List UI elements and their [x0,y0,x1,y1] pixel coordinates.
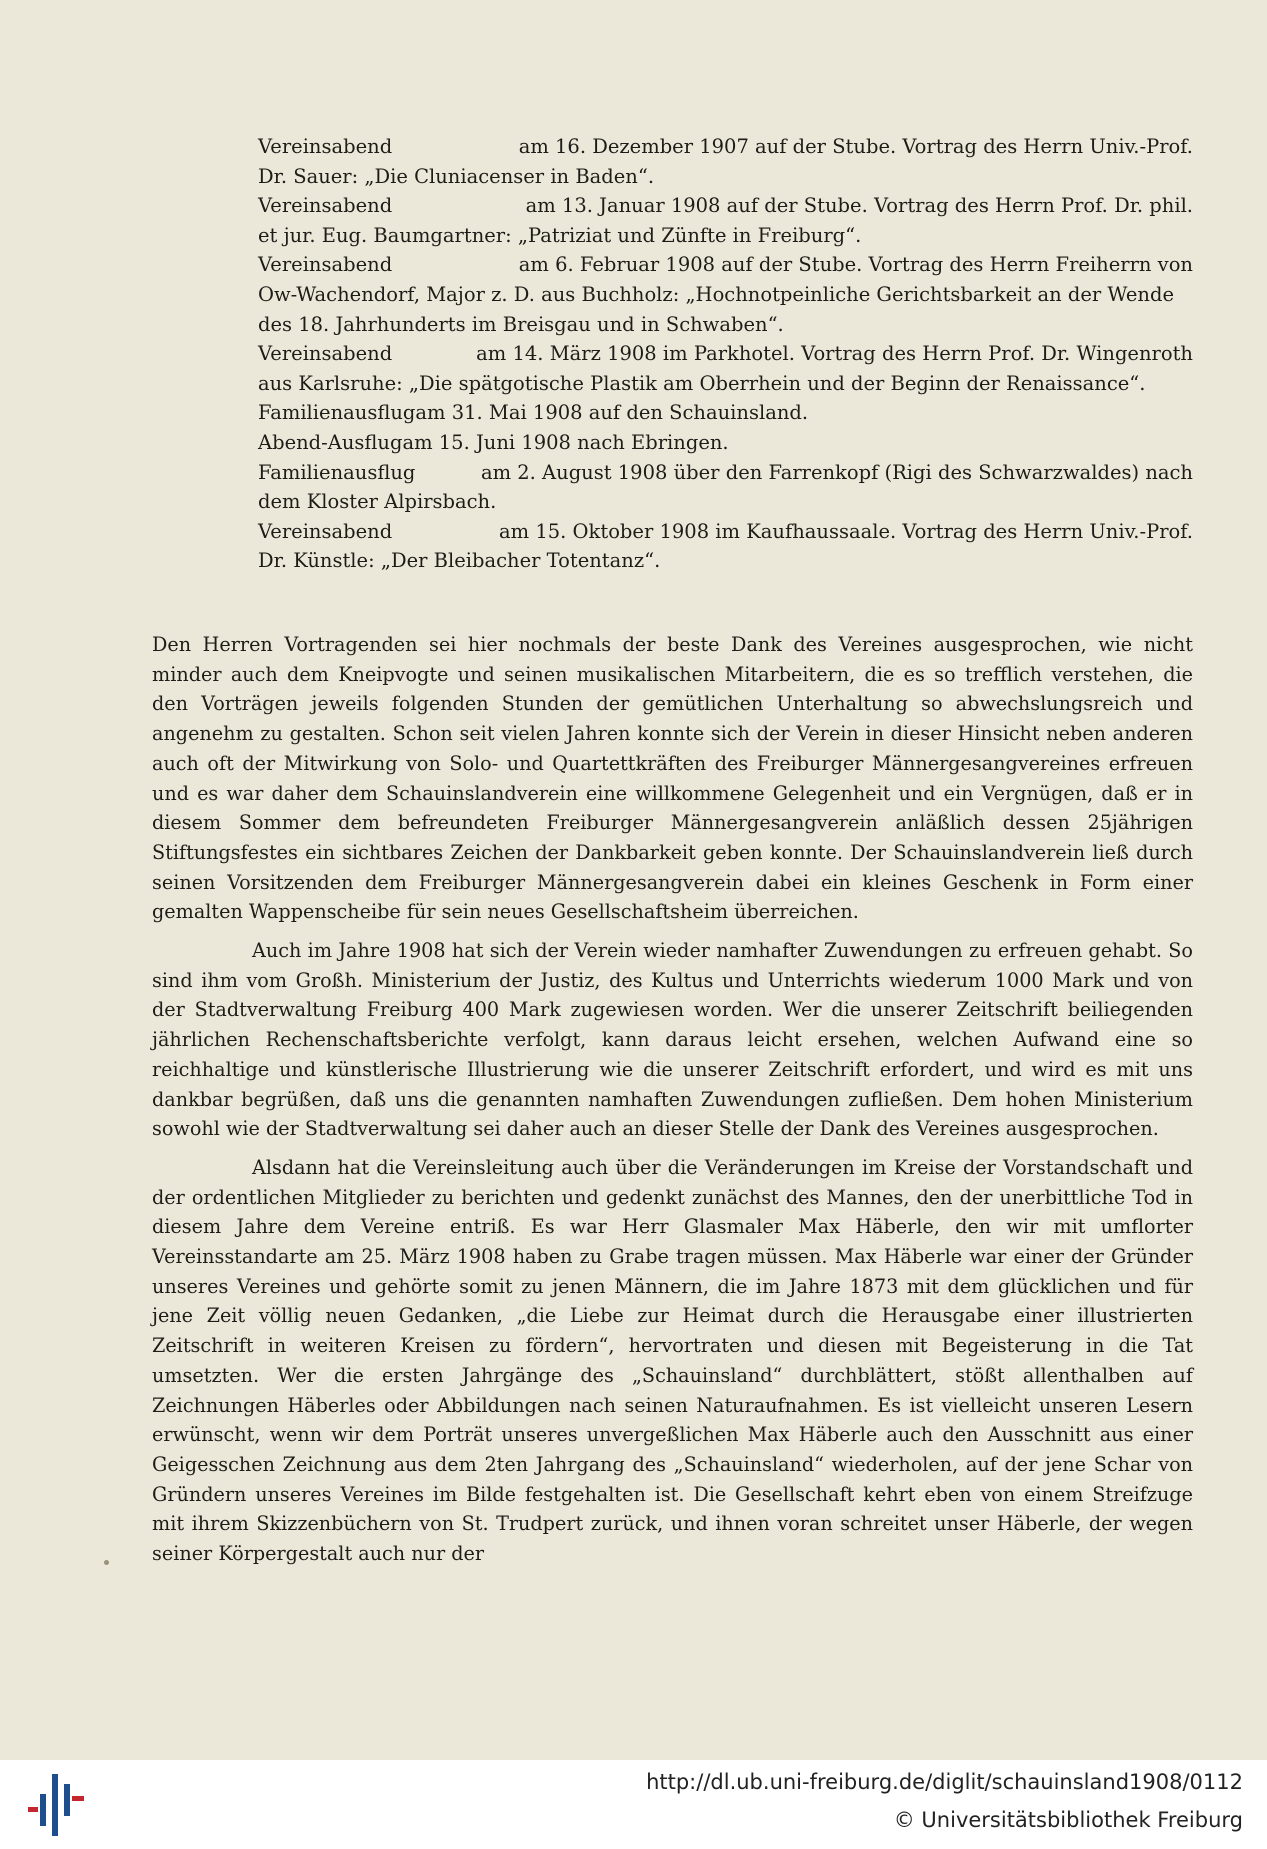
event-type: Familienausflug [258,401,416,425]
event-line: am 14. März 1908 im Parkhotel. Vortrag des Herrn Prof. Dr. Wingenroth [476,342,1193,366]
event-type: Vereinsabend [258,519,393,543]
event-item [258,132,1193,191]
event-line: am 6. Februar 1908 auf der Stube. Vortrag des Herrn Freiherrn von [518,253,1193,277]
body-text [152,630,1193,1578]
copyright-notice: © Universitätsbibliothek Freiburg [893,1808,1243,1832]
event-continuation: Dr. Künstle: „Der Bleibacher Totentanz“. [258,549,661,573]
event-line: am 15. Oktober 1908 im Kaufhaussaale. Vortrag des Herrn Univ.-Prof. [499,519,1193,543]
paragraph: Auch im Jahre 1908 hat sich der Verein wieder namhafter Zuwendungen zu erfreuen gehabt. So sind ihm vom Großh. Ministerium der Justiz, des Kultus und Unterrichts wiederum 1000 Mark und von der Stadtverwaltung Freiburg 400 Mark zugewiesen worden. Wer die unserer Zeitschrift beiliegenden jährlichen Rechenschaftsberichte verfolgt, kann daraus leicht ersehen, welchen Aufwand eine so reichhaltige und künstlerische Illustrierung wie die unserer Zeitschrift erfordert, und wird es mit uns dankbar begrüßen, daß uns die genannten namhaften Zuwendungen zufließen. Dem hohen Ministerium sowohl wie der Stadtverwaltung sei daher auch an dieser Stelle der Dank des Vereines ausgesprochen. [152,939,1193,1141]
event-item [258,428,1193,458]
event-item [258,339,1193,398]
ub-freiburg-logo-icon [28,1774,84,1836]
scan-speck [104,1560,109,1565]
paragraph: Alsdann hat die Vereinsleitung auch über die Veränderungen im Kreise der Vorstandschaft und der ordentlichen Mitglieder zu berichten und gedenkt zunächst des Mannes, den der unerbittliche Tod in diesem Jahre dem Vereine entriß. Es war Herr Glasmaler Max Häberle, den wir mit umflorter Vereinsstandarte am 25. März 1908 haben zu Grabe tragen müssen. Max Häberle war einer der Gründer unseres Vereines und gehörte somit zu jenen Männern, die im Jahre 1873 mit dem glücklichen und für jene Zeit völlig neuen Gedanken, „die Liebe zur Heimat durch die Herausgabe einer illustrierten Zeitschrift in weiteren Kreisen zu fördern“, hervortraten und diesen mit Begeisterung in die Tat umsetzten. Wer die ersten Jahrgänge des „Schauinsland“ durchblättert, stößt allenthalben auf Zeichnungen Häberles oder Abbildungen nach seinen Naturaufnahmen. Es ist vielleicht unseren Lesern erwünscht, wenn wir dem Porträt unseres unvergeßlichen Max Häberle auch den Ausschnitt aus einer Geigesschen Zeichnung aus dem 2ten Jahrgang des „Schauinsland“ wiederholen, auf der jene Schar von Gründern unseres Vereines im Bilde festgehalten ist. Die Gesellschaft kehrt eben von einem Streifzuge mit ihrem Skizzenbüchern von St. Trudpert zurück, und ihnen voran schreitet unser Häberle, der wegen seiner Körpergestalt auch nur der [152,1155,1193,1566]
event-line: am 2. August 1908 über den Farrenkopf (Rigi des Schwarzwaldes) nach [480,460,1193,484]
event-type: Familienausflug [258,460,416,484]
event-type: Vereinsabend [258,253,393,277]
event-continuation: et jur. Eug. Baumgartner: „Patriziat und Zünfte in Freiburg“. [258,223,862,247]
event-type: Vereinsabend [258,194,393,218]
paragraph: Den Herren Vortragenden sei hier nochmals der beste Dank des Vereines ausgesprochen, wie nicht minder auch dem Kneipvogte und seinen musikalischen Mitarbeitern, die es so trefflich verstehen, die den Vorträgen jeweils folgenden Stunden der gemütlichen Unterhaltung so abwechslungsreich und angenehm zu gestalten. Schon seit vielen Jahren konnte sich der Verein in dieser Hinsicht neben anderen auch oft der Mitwirkung von Solo- und Quartettkräften des Freiburger Männergesangvereines erfreuen und es war daher dem Schauinslandverein eine willkommene Gelegenheit und ein Vergnügen, daß er in diesem Sommer dem befreundeten Freiburger Männergesangverein anläßlich dessen 25jährigen Stiftungsfestes ein sichtbares Zeichen der Dankbarkeit geben konnte. Der Schauinslandverein ließ durch seinen Vorsitzenden dem Freiburger Männergesangverein dabei ein kleines Geschenk in Form einer gemalten Wappenscheibe für sein neues Gesellschaftsheim überreichen. [152,633,1193,924]
footer-bar [0,1760,1267,1849]
event-item [258,517,1193,576]
event-line: am 13. Januar 1908 auf der Stube. Vortrag des Herrn Prof. Dr. phil. [525,194,1193,218]
event-line: am 16. Dezember 1907 auf der Stube. Vortrag des Herrn Univ.-Prof. [518,135,1193,158]
event-line: am 31. Mai 1908 auf den Schauinsland. [415,401,809,425]
event-item [258,250,1193,339]
event-continuation: Ow-Wachendorf, Major z. D. aus Buchholz: „Hochnotpeinliche Gerichtsbarkeit an der Wende des 18. Jahrhunderts im Breisgau und in Schwaben“. [258,282,1174,336]
event-continuation: aus Karlsruhe: „Die spätgotische Plastik am Oberrhein und der Beginn der Renaissance“. [258,371,1146,395]
event-type: Vereinsabend [258,135,393,158]
permalink-url[interactable]: http://dl.ub.uni-freiburg.de/diglit/schauinsland1908/0112 [646,1770,1243,1794]
event-type: Abend-Ausflug [258,430,403,454]
event-item [258,398,1193,428]
event-type: Vereinsabend [258,342,393,366]
event-continuation: dem Kloster Alpirsbach. [258,490,497,514]
event-list [258,132,1193,576]
event-item [258,191,1193,250]
event-continuation: Dr. Sauer: „Die Cluniacenser in Baden“. [258,164,655,188]
event-item [258,458,1193,517]
event-line: am 15. Juni 1908 nach Ebringen. [402,430,729,454]
